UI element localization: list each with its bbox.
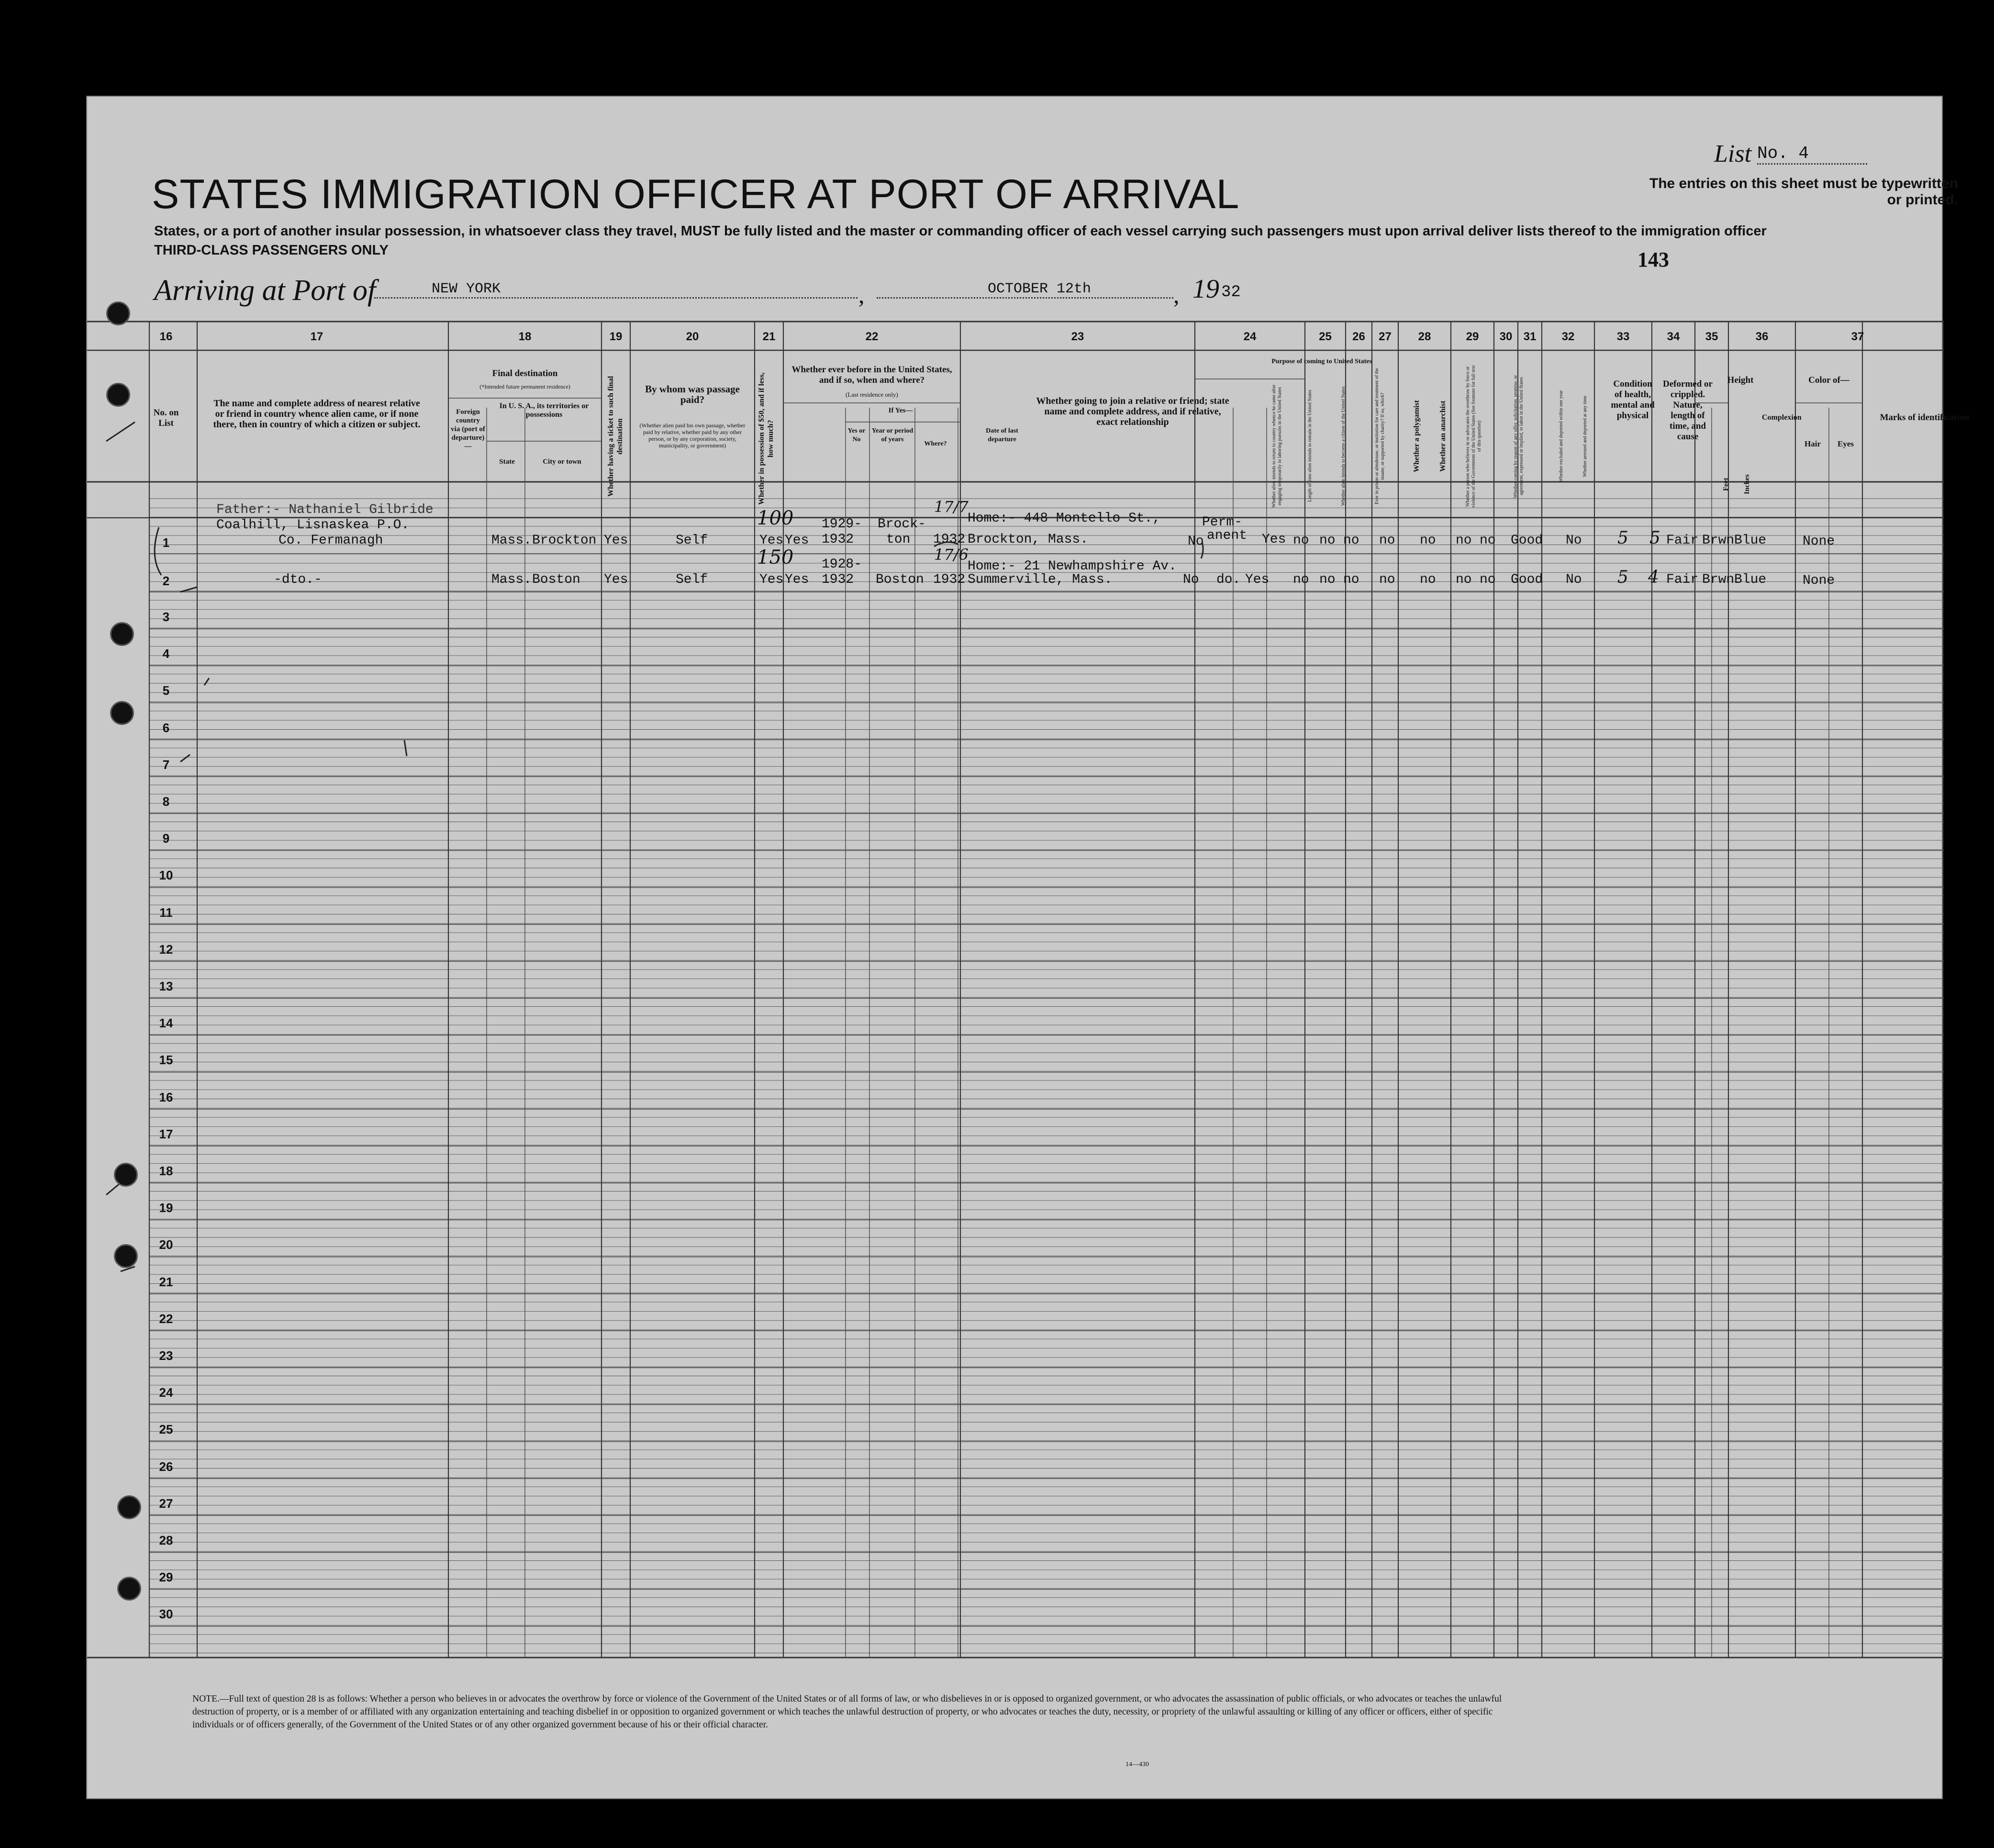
port-of-arrival: NEW YORK (374, 281, 858, 299)
header-prison: Ever in prison or almshouse, or institution for care and treatment of the insane, or supported by charity? If so, which? (1374, 368, 1385, 505)
column-number: 31 (1523, 330, 1537, 343)
entry-paid-by: Self (676, 572, 708, 587)
entry-marks: None (1803, 573, 1835, 588)
entry-return: No (1188, 534, 1204, 549)
row-number: 18 (159, 1164, 173, 1178)
entry-anarchist: no (1343, 572, 1359, 587)
header-before-in-us: Whether ever before in the United States, and if so, when and where? (791, 365, 952, 385)
column-number: 24 (1243, 330, 1257, 343)
header-eyes: Eyes (1838, 439, 1854, 448)
entry-years: 1932 (822, 572, 854, 587)
header-height: Height (1727, 375, 1754, 385)
header-return-intent: Whether alien intends to return to country whence he came after engaging temporarily in laboring pursuits in the United States (1271, 384, 1282, 508)
column-number: 23 (1071, 330, 1084, 343)
entry-eyes: Blue (1734, 533, 1767, 548)
entry-length: anent (1207, 528, 1248, 543)
header-excluded: Whether excluded and deported within one year (1559, 390, 1564, 483)
arriving-label: Arriving at Port of (154, 274, 376, 307)
list-label: List (1714, 140, 1752, 167)
column-number: 19 (609, 330, 623, 343)
entry-anarchist: no (1343, 533, 1359, 548)
row-number: 13 (159, 979, 173, 993)
column-number: 36 (1755, 330, 1769, 343)
header-length-stay: Length of time alien intends to remain in the United States (1307, 390, 1313, 502)
entry-height-inches: 4 (1648, 568, 1659, 587)
column-number: 22 (865, 330, 879, 343)
form-number: 14—430 (1125, 1761, 1149, 1768)
entry-labor-offer: no (1420, 533, 1436, 548)
row-number: 8 (162, 794, 170, 809)
column-number: 34 (1667, 330, 1680, 343)
binder-hole (114, 1163, 138, 1187)
entry-citizen: Yes (1245, 572, 1270, 587)
entry-before-yesno: Yes (785, 572, 809, 587)
page-title: STATES IMMIGRATION OFFICER AT PORT OF ARRIVAL (152, 171, 1240, 217)
entry-polygamist: no (1319, 572, 1336, 587)
row-number: 17 (159, 1126, 173, 1141)
binder-hole (106, 383, 130, 407)
entry-hair: Brwn (1702, 533, 1735, 548)
row-number: 24 (159, 1385, 173, 1400)
row-number: 14 (159, 1016, 173, 1031)
entry-years: 1929- (822, 517, 862, 532)
entry-return: No (1183, 572, 1199, 587)
entry-height-inches: 5 (1649, 528, 1660, 548)
header-ticket: Whether having a ticket to such final destination (607, 376, 624, 497)
row-number: 29 (159, 1570, 173, 1585)
entry-labor-offer: no (1420, 572, 1436, 587)
entry-relative-address: Coalhill, Lisnaskea P.O. (216, 518, 410, 533)
header-city: City or town (543, 458, 581, 466)
row-number: 4 (162, 646, 170, 661)
entry-relative-address: Co. Fermanagh (278, 533, 383, 548)
entry-complexion: Fair (1666, 572, 1699, 587)
row-number: 28 (159, 1533, 173, 1547)
row-number: 11 (159, 905, 173, 920)
entry-deformed: No (1566, 572, 1582, 587)
entry-city: Boston (532, 572, 580, 587)
comma: , (858, 281, 865, 308)
entry-state: Mass. (491, 572, 532, 587)
entry-paid-by: Self (676, 533, 708, 548)
entry-ticket: Yes (604, 572, 628, 587)
entry-length: Perm- (1202, 515, 1243, 530)
header-years: Year or period of years (871, 427, 913, 443)
entry-before-yesno: Yes (785, 533, 809, 548)
instructions-line: States, or a port of another insular possession, in whatsoever class they travel, MUST be fully listed and the master or commanding officer of each vessel carrying such passengers must upon arrival deliver lists thereof to the immigration officer (154, 223, 1767, 239)
entry-excluded: no (1456, 533, 1472, 548)
column-number: 25 (1319, 330, 1332, 343)
entry-ticket: Yes (604, 533, 628, 548)
row-number: 1 (162, 535, 170, 550)
column-number: 30 (1499, 330, 1513, 343)
row-number: 6 (162, 720, 170, 735)
header-passage-paid-sub: (Whether alien paid his own passage, whether paid by relative, whether paid by any other person, or by any corporation, society, municipality, or government) (639, 422, 746, 449)
manifest-sheet (86, 96, 1970, 1799)
binder-hole (106, 301, 130, 325)
row-number: 3 (162, 610, 170, 624)
header-health: Condition of health, mental and physical (1611, 379, 1655, 421)
header-foreign-country: Foreign country via (port of departure)— (451, 408, 485, 450)
header-date-departure: Date of last departure (986, 427, 1018, 443)
row-number: 9 (162, 831, 170, 846)
row-number: 21 (159, 1274, 173, 1289)
header-purpose: Purpose of coming to United States (1271, 358, 1372, 365)
row-number: 22 (159, 1311, 173, 1326)
footnote: NOTE.—Full text of question 28 is as follows: Whether a person who believes in or advocates the overthrow by force or violence of the Government of the United States or of all forms of law, or who disbelieves in or is opposed to organized government, or who advocates the assassination of public officials, or who advocates or teaches the unlawful destruction of property, or is a member of or affiliated with any organization entertaining and teaching disbelief in or opposition to organized government or which teaches the unlawful destruction of property, or who advocates or teaches the duty, necessity, or propriety of the unlawful assaulting or killing of any officer or officers, either of specific individuals or of officers generally, of the Government of the United States or of any other organized government because of his or their official character. (192, 1694, 1502, 1730)
header-state: State (499, 458, 515, 466)
row-number: 16 (159, 1090, 173, 1104)
entry-relative-address: -dto.- (274, 572, 322, 587)
entry-height-feet: 5 (1617, 568, 1628, 587)
entry-join-address: Brockton, Mass. (968, 532, 1089, 547)
entry-deformed: No (1566, 533, 1582, 548)
entry-health: Good (1511, 572, 1543, 587)
row-number: 19 (159, 1201, 173, 1215)
entry-arrested: no (1480, 572, 1496, 587)
entry-where: Boston (876, 572, 924, 587)
column-number: 29 (1466, 330, 1479, 343)
header-in-usa: In U. S. A., its territories or possessions (499, 402, 589, 419)
column-number: 20 (686, 330, 699, 343)
column-number: 32 (1561, 330, 1575, 343)
column-number: 17 (310, 330, 323, 343)
column-number: 18 (518, 330, 532, 343)
entry-prison: no (1293, 533, 1309, 548)
header-join-relative: Whether going to join a relative or friend; state name and complete address, and if relative, exact relationship (1036, 396, 1229, 427)
row-number: 12 (159, 942, 173, 957)
entry-overthrow: no (1379, 533, 1395, 548)
entry-years: 1928- (822, 557, 862, 572)
entry-prison: no (1293, 572, 1309, 587)
header-if-yes: If Yes— (888, 407, 913, 414)
column-number: 37 (1851, 330, 1864, 343)
header-anarchist: Whether an anarchist (1439, 401, 1447, 472)
column-number: 26 (1352, 330, 1365, 343)
header-labor-offer: Whether coming by reason of any offer, solicitation, promise, or agreement, expressed or implied, to labor in the United States (1513, 375, 1524, 498)
entry-join-address: Home:- 448 Montello St., (968, 511, 1161, 526)
header-last-residence: (Last residence only) (846, 391, 898, 398)
column-number: 28 (1418, 330, 1431, 343)
binder-hole (117, 1577, 141, 1601)
binder-hole (110, 701, 134, 725)
entry-where: ton (886, 532, 911, 547)
entry-departure-date: 1932 (933, 532, 966, 547)
entry-years: 1932 (822, 532, 854, 547)
binder-hole (114, 1244, 138, 1268)
header-polygamist: Whether a polygamist (1413, 400, 1421, 473)
entry-hair: Brwn (1702, 572, 1735, 587)
entry-length: do. (1216, 572, 1241, 587)
entry-relative-name: Father:- Nathaniel Gilbride (216, 502, 434, 517)
entry-where: Brock- (878, 517, 926, 532)
entry-money-handwritten: 150 (757, 546, 794, 568)
header-nearest-relative: The name and complete address of nearest relative or friend in country whence alien came, or if none there, then in country of which a citizen or subject. (213, 398, 421, 430)
entry-departure-date: 1932 (933, 572, 966, 587)
year-suffix: 32 (1221, 283, 1241, 301)
row-number: 23 (159, 1348, 173, 1363)
row-number: 27 (159, 1496, 173, 1511)
header-money: Whether in possession of $50, and if less, how much? (757, 372, 775, 505)
entry-money: Yes (759, 572, 784, 587)
binder-hole (117, 1495, 141, 1519)
header-where: Where? (924, 440, 947, 447)
entry-citizen: Yes (1262, 532, 1286, 547)
header-passage-paid: By whom was passage paid? (645, 383, 740, 405)
entry-marks: None (1803, 534, 1835, 549)
header-yes-no: Yes or No (847, 427, 866, 443)
row-number: 20 (159, 1237, 173, 1252)
entry-departure-date-handwritten: 17/6 (934, 545, 969, 564)
entry-eyes: Blue (1734, 572, 1767, 587)
header-color: Color of— (1808, 375, 1849, 385)
entry-join-address: Home:- 21 Newhampshire Av. (968, 559, 1177, 574)
entry-health: Good (1511, 533, 1543, 548)
header-no-on-list: No. on List (153, 408, 179, 428)
row-number: 30 (159, 1607, 173, 1622)
row-number: 7 (162, 757, 170, 772)
entry-polygamist: no (1319, 533, 1336, 548)
arrival-date: OCTOBER 12th (877, 281, 1173, 299)
year-prefix: 19 (1192, 274, 1219, 304)
row-number: 5 (162, 683, 170, 698)
class-label: THIRD-CLASS PASSENGERS ONLY (154, 243, 389, 258)
entry-complexion: Fair (1666, 533, 1699, 548)
row-number: 10 (159, 868, 173, 883)
row-number: 2 (162, 574, 170, 588)
entry-excluded: no (1456, 572, 1472, 587)
column-number: 33 (1616, 330, 1630, 343)
handwritten-marks (87, 97, 1944, 1800)
list-number: No. 4 (1757, 144, 1867, 165)
column-number: 27 (1379, 330, 1392, 343)
entry-overthrow: no (1379, 572, 1395, 587)
header-complexion: Complexion (1762, 413, 1802, 422)
page-number: 143 (1638, 248, 1669, 271)
comma: , (1173, 281, 1180, 308)
entry-departure-date-handwritten: 17/7 (934, 498, 969, 516)
header-arrested: Whether arrested and deported at any time (1582, 396, 1588, 477)
header-final-destination: Final destination (492, 368, 558, 379)
column-number: 35 (1705, 330, 1718, 343)
column-number: 21 (762, 330, 776, 343)
row-number: 25 (159, 1422, 173, 1437)
header-marks: Marks of identification (1880, 412, 1970, 423)
entry-money: Yes (759, 533, 784, 548)
binder-hole (110, 622, 134, 646)
header-inches: Inches (1743, 474, 1751, 494)
entry-height-feet: 5 (1617, 528, 1628, 548)
column-number: 16 (159, 330, 173, 343)
entry-arrested: no (1480, 533, 1496, 548)
header-hair: Hair (1805, 439, 1821, 448)
entry-join-address: Summerville, Mass. (968, 572, 1113, 587)
entries-note: The entries on this sheet must be typewritten or printed. (1649, 176, 1958, 208)
header-overthrow: Whether a person who believes in or advocates the overthrow by force or violence of the Government of the United States (See footnote for full text of this question) (1465, 365, 1482, 508)
header-final-destination-sub: (*Intended future permanent residence) (479, 383, 570, 390)
entry-money-handwritten: 100 (757, 507, 794, 529)
header-citizen-intent: Whether alien intends to become a citizen of the United States (1341, 386, 1346, 506)
row-number: 26 (159, 1459, 173, 1474)
row-number: 15 (159, 1053, 173, 1068)
header-deformed: Deformed or crippled. Nature, length of time, and cause (1663, 379, 1713, 442)
entry-state: Mass. (491, 533, 532, 548)
entry-city: Brockton (532, 533, 597, 548)
header-feet: Feet (1722, 478, 1730, 491)
